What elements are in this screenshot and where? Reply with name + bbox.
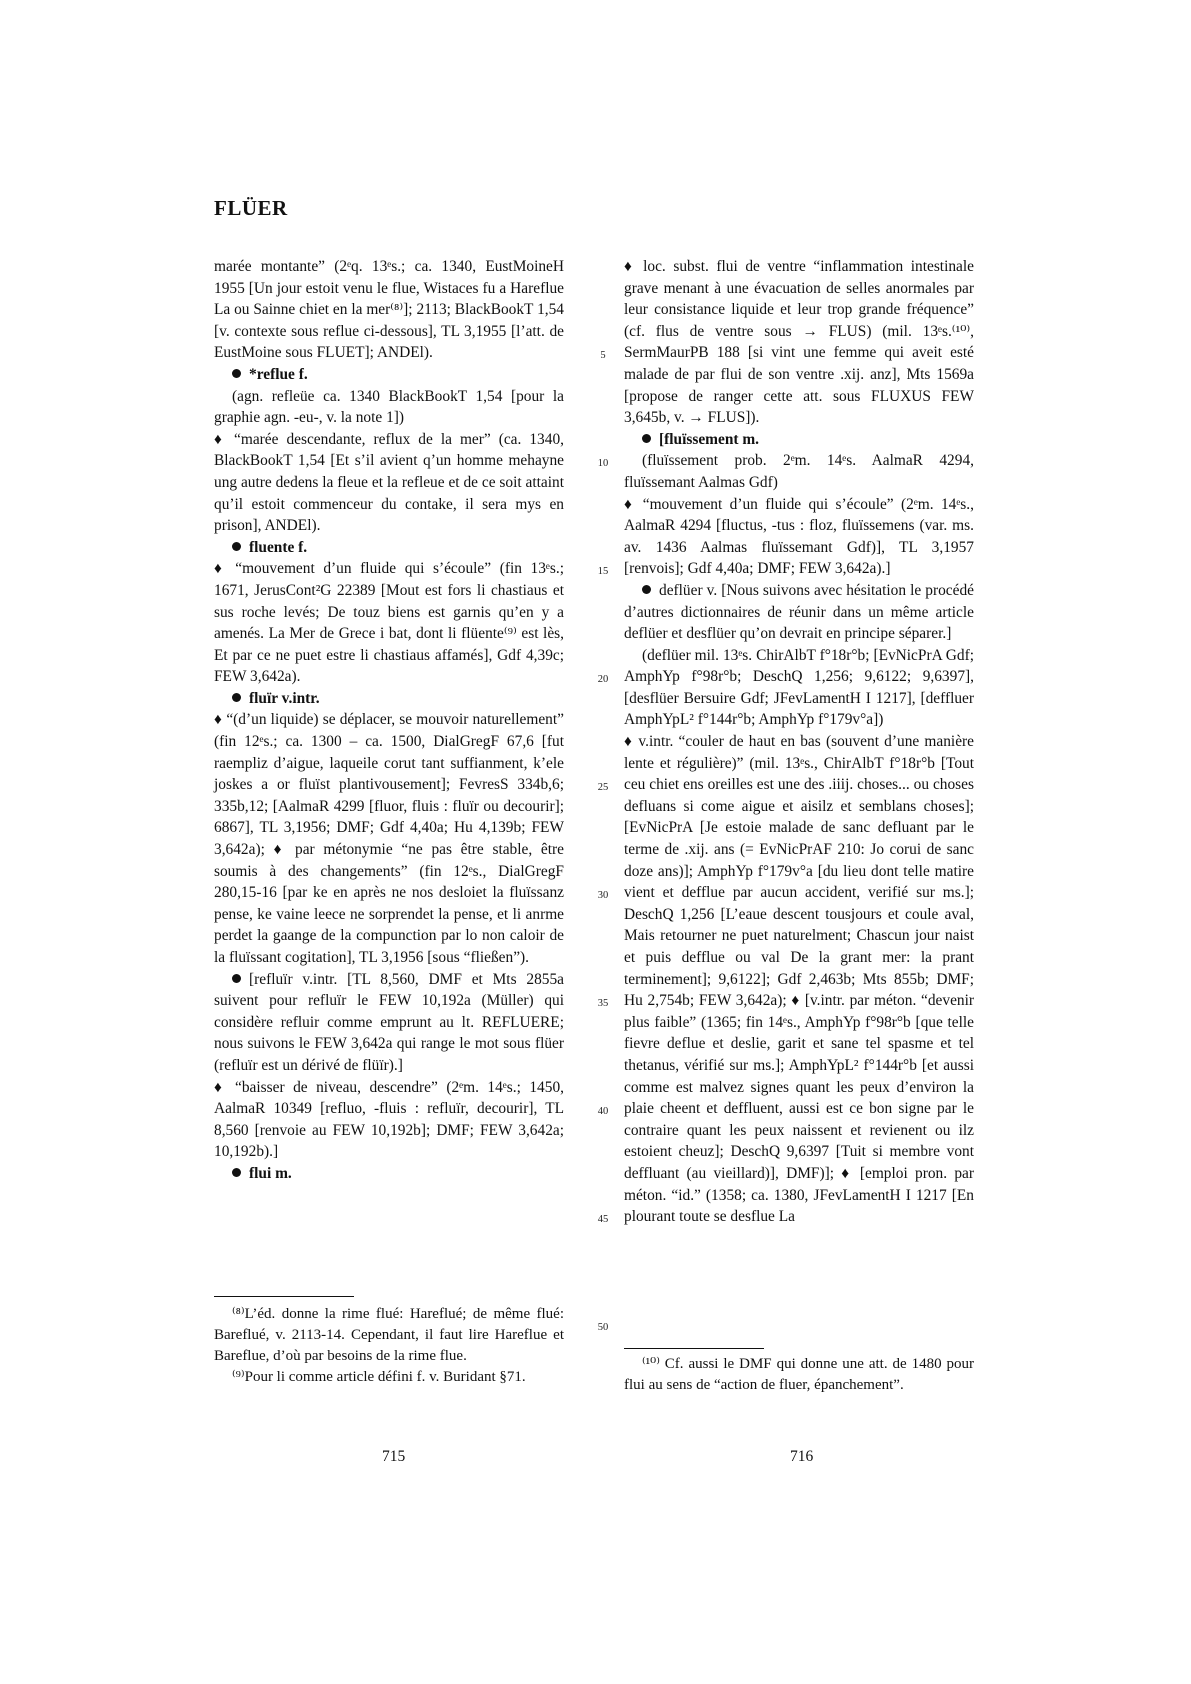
page-number-right: 716 — [790, 1448, 814, 1465]
bullet-icon — [232, 369, 241, 378]
paragraph: ♦ “mouvement d’un fluide qui s’écoule” (fin 13ᵉs.; 1671, JerusCont²G 22389 [Mout est fors li chastiaus et sus roche levés; De touz biens est garnis qu’en y a amenés. La Mer de Grece i bat, dont li flüente⁽⁹⁾ est lès, Et par ce ne puet estre li chastiaus affamés], Gdf 4,39c; FEW 3,642a). — [214, 560, 564, 686]
footnote-rule — [624, 1348, 764, 1349]
footnotes-right — [624, 1354, 974, 1396]
line-number: 45 — [597, 1214, 609, 1225]
bullet-icon — [232, 974, 241, 983]
line-number: 20 — [597, 674, 609, 685]
entry-heading: deflüer v. [Nous suivons avec hésitation le procédé d’autres dictionnaires de réunir dans un même article deflüer et desflüer qu’on devrait en principe séparer.] — [624, 581, 974, 643]
entry-heading: flui m. — [214, 1163, 564, 1185]
footnote-rule — [214, 1296, 354, 1297]
entry-heading: fluente f. — [214, 537, 564, 559]
line-number: 30 — [597, 890, 609, 901]
page-title: FLÜER — [214, 196, 288, 220]
line-number: 50 — [597, 1322, 609, 1333]
footnotes-left — [214, 1304, 564, 1388]
footnote: ⁽⁹⁾Pour li comme article défini f. v. Buridant §71. — [232, 1369, 526, 1385]
paragraph: ♦ “(d’un liquide) se déplacer, se mouvoir naturellement” (fin 12ᵉs.; ca. 1300 – ca. 1500, DialGregF 67,6 [fut raempliz d’aigue, laqueile corut tant suffianment, k’ele joskes a or fluïst plantivousement]; FevresS 334b,6; 335b,12; [AalmaR 4299 [fluor, fluis : fluïr ou decourir]; 6867], TL 3,1956; DMF; Gdf 4,40a; Hu 4,139b; FEW 3,642a); ♦ par métonymie “ne pas être stable, être soumis à des changements” (fin 12ᵉs., DialGregF 280,15-16 [par ke en après ne nos desloiet la fluïssanz pense, ke vaine leece ne sorprendet la pense, et li anrme perdet la gaange de la compunction par lo non caloir de la fluïssant cogitation], TL 3,1956 [sous “fließen”). — [214, 711, 564, 966]
entry-heading: [fluïssement m. — [624, 429, 974, 451]
paragraph: ♦ “mouvement d’un fluide qui s’écoule” (2ᵉm. 14ᵉs., AalmaR 4294 [fluctus, -tus : floz, fluïssemens (var. ms. av. 1436 Aalmas fluïssemant Gdf)], TL 3,1957 [renvois]; Gdf 4,40a; DMF; FEW 3,642a).] — [624, 495, 974, 578]
paragraph: marée montante” (2ᵉq. 13ᵉs.; ca. 1340, EustMoineH 1955 [Un jour estoit venu le flue, Wistaces fu a Hareflue La ou Sainne chiet en la mer⁽⁸⁾]; 2113; BlackBookT 1,54 [v. contexte sous reflue ci-dessous], TL 3,1955 [l’att. de EustMoine sous FLUET]; ANDEl). — [214, 258, 564, 362]
line-number: 25 — [597, 782, 609, 793]
line-number: 5 — [600, 350, 606, 361]
entry-heading: fluïr v.intr. — [214, 688, 564, 710]
line-number: 15 — [597, 566, 609, 577]
entry-heading: [refluïr v.intr. [TL 8,560, DMF et Mts 2855a suivent pour refluïr le FEW 10,192a (Müller) qui considère refluir comme emprunt au lt. REFLUERE; nous suivons le FEW 3,642a qui range le mot sous flüer (refluïr est un dérivé de flüïr).] — [214, 970, 564, 1074]
bullet-icon — [232, 1168, 241, 1177]
bullet-icon — [232, 693, 241, 702]
paragraph: ♦ loc. subst. flui de ventre “inflammation intestinale grave menant à une évacuation de selles anormales par leur consistance liquide et leur trop grande fréquence” (cf. flus de ventre sous → FLUS) (mil. 13ᵉs.⁽¹⁰⁾, SermMaurPB 188 [si vint une femme qui aveit esté malade de par flui de son ventre .xij. anz], Mts 1569a [propose de ranger cette att. sous FLUXUS FEW 3,645b, v. → FLUS]). — [624, 258, 974, 427]
paragraph: (fluïssement prob. 2ᵉm. 14ᵉs. AalmaR 4294, fluïssemant Aalmas Gdf) — [624, 452, 974, 491]
paragraph: ♦ “baisser de niveau, descendre” (2ᵉm. 14ᵉs.; 1450, AalmaR 10349 [refluo, -fluis : refluïr, decourir], TL 8,560 [renvoie au FEW 10,192b]; DMF; FEW 3,642a; 10,192b).] — [214, 1078, 564, 1161]
footnote: ⁽¹⁰⁾ Cf. aussi le DMF qui donne une att. de 1480 pour flui au sens de “action de fluer, épanchement”. — [624, 1356, 974, 1393]
right-column — [624, 256, 974, 1228]
bullet-icon — [642, 585, 651, 594]
paragraph: (agn. refleüe ca. 1340 BlackBookT 1,54 [pour la graphie agn. -eu-, v. la note 1]) — [214, 387, 564, 427]
footnote: ⁽⁸⁾L’éd. donne la rime flué: Hareflué; de même flué: Bareflué, v. 2113-14. Cependant, il faut lire Hareflue et Bareflue, d’où par besoins de la rime flue. — [214, 1306, 564, 1364]
line-number: 40 — [597, 1106, 609, 1117]
line-number: 35 — [597, 998, 609, 1009]
line-number: 10 — [597, 458, 609, 469]
entry-heading: *reflue f. — [214, 364, 564, 386]
bullet-icon — [642, 434, 651, 443]
page-number-left: 715 — [382, 1448, 406, 1465]
paragraph: ♦ v.intr. “couler de haut en bas (souvent d’une manière lente et régulière)” (mil. 13ᵉs., ChirAlbT f°18r°b [Tout ceu chiet ens oreilles est une des .iiij. choses... ou choses defluans si come aigue et aisilz et semblans choses]; [EvNicPrA [Je estoie malade de sanc defluant par le terme de .xij. ans (= EvNicPrAF 210: Jo corui de sanc doze ans)]; AmphYp f°179v°a [du lieu dont telle matire vient et defflue par aucun accident, verifié sur ms.]; DeschQ 1,256 [L’eaue descent tousjours et coule aval, Mais retourner ne puet naturelment; Chascun jour naist et puis defflue ou val De la grant mer: la prant terminement]; 9,6122]; Gdf 2,463b; Mts 855b; DMF; Hu 2,754b; FEW 3,642a); ♦ [v.intr. par méton. “devenir plus faible” (1365; fin 14ᵉs., AmphYp f°98r°b [que telle fievre deflue et deslie, garit et sane tel spasme et tel thetanus, vérifié sur ms.]; AmphYpL² f°144r°b [et aussi comme est malvez signes quant les peux d’environ la plaie cheent et deffluent, aussi est ce bon signe par le contraire quant les peux naissent et revienent ou ilz estoient cheuz]; DeschQ 9,6397 [Tuit si membre vont deffluant (au vieillard)], DMF)]; ♦ [emploi pron. par méton. “id.” (1358; ca. 1380, JFevLamentH I 1217 [En plourant toute se desflue La — [624, 733, 974, 1226]
bullet-icon — [232, 542, 241, 551]
paragraph: ♦ “marée descendante, reflux de la mer” (ca. 1340, BlackBookT 1,54 [Et s’il avient q’un homme mehayne ung autre dedens la fleue et la refleue et de ce soit attaint qu’il estoit commenceur du contake, il sera mys en prison], ANDEl). — [214, 430, 564, 535]
paragraph: (deflüer mil. 13ᵉs. ChirAlbT f°18r°b; [EvNicPrA Gdf; AmphYp f°98r°b; DeschQ 1,256; 9,6122; 9,6397], [desflüer Bersuire Gdf; JFevLamentH I 1217], [deffluer AmphYpL² f°144r°b; AmphYp f°179v°a]) — [624, 646, 974, 729]
left-column — [214, 256, 564, 1185]
